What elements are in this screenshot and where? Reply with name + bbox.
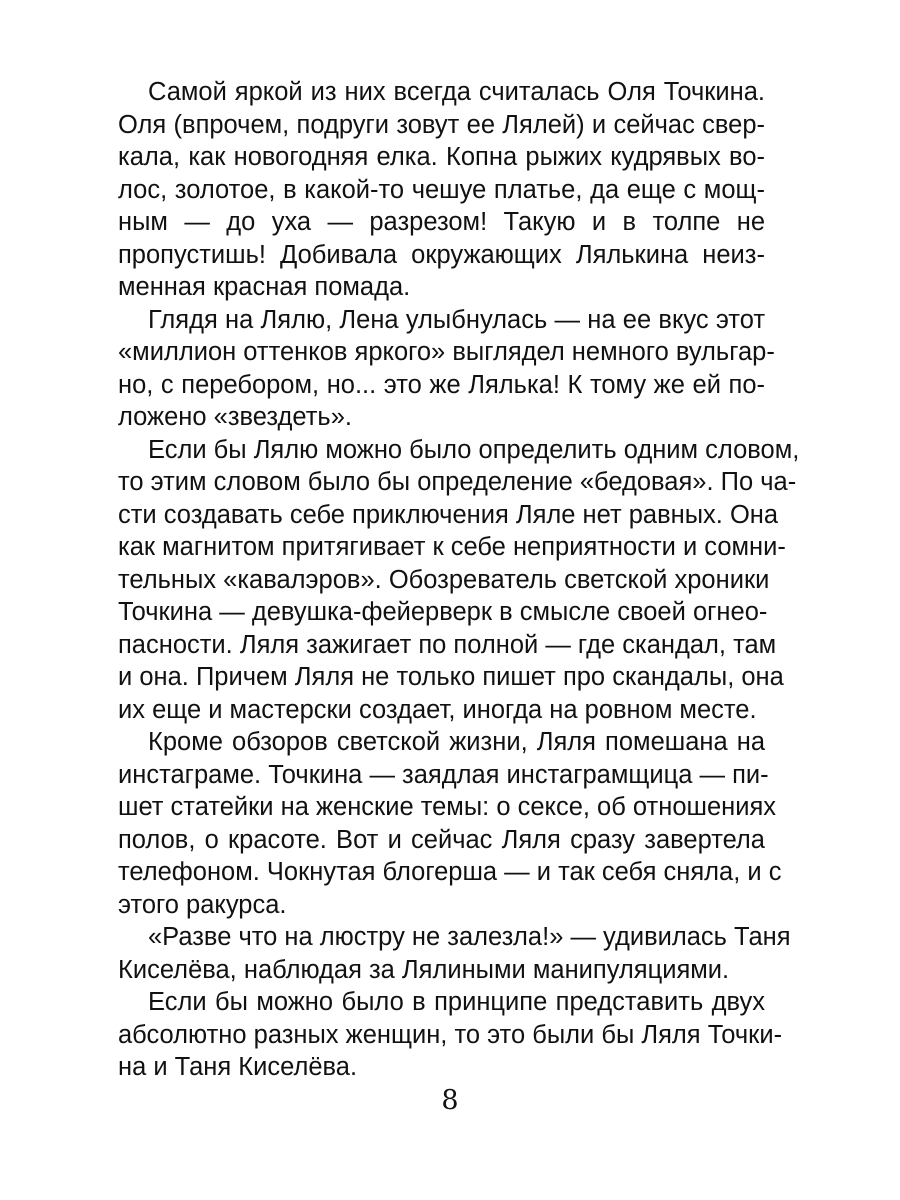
text-line: Кроме обзоров светской жизни, Ляля помешана на (148, 728, 765, 756)
paragraph-5 (118, 921, 791, 986)
paragraph-2 (118, 304, 775, 434)
text-line: «миллион оттенков яркого» выглядел немного вульгар- (118, 338, 775, 366)
body-text (118, 76, 800, 1084)
text-line: «Разве что на люстру не залезла!» — удивилась Таня (148, 923, 791, 951)
paragraph-3 (118, 434, 800, 727)
paragraph-4 (118, 726, 782, 921)
text-line: абсолютно разных женщин, то это были бы Ляля Точки- (118, 1020, 783, 1049)
text-line: их еще и мастерски создает, иногда на ровном месте. (118, 695, 757, 724)
text-line: как магнитом притягивает к себе неприятности и сомни- (118, 533, 786, 561)
text-line: ным — до уха — разрезом! Такую и в толпе не (118, 208, 765, 236)
text-line: Точкина — девушка-фейерверк в смысле своей огнео- (118, 598, 768, 626)
text-line: шет статейки на женские темы: о сексе, об отношениях (118, 793, 777, 821)
text-line: пасности. Ляля зажигает по полной — где скандал, там (118, 630, 777, 659)
text-line: Самой яркой из них всегда считалась Оля Точкина. (148, 78, 765, 106)
text-line: Глядя на Лялю, Лена улыбнулась — на ее вкус этот (148, 305, 765, 334)
text-line: Если бы можно было в принципе представить двух (148, 988, 765, 1016)
text-line: тельных «кавалэров». Обозреватель светской хроники (118, 565, 770, 594)
text-line: полов, о красоте. Вот и сейчас Ляля сразу завертела (118, 825, 765, 854)
text-line: инстаграме. Точкина — заядлая инстаграмщица — пи- (118, 760, 769, 789)
text-line: и она. Причем Ляля не только пишет про скандалы, она (118, 663, 784, 691)
text-line: лос, золотое, в какой-то чешуе платье, да еще с мощ- (118, 175, 765, 204)
paragraph-6 (118, 986, 783, 1084)
text-line: этого ракурса. (118, 890, 287, 919)
text-line: Оля (впрочем, подруги зовут ее Лялей) и сейчас свер- (118, 110, 765, 139)
text-line: Если бы Лялю можно было определить одним словом, (148, 435, 800, 464)
text-line: сти создавать себе приключения Ляле нет равных. Она (118, 500, 779, 529)
page-number: 8 (441, 1085, 459, 1116)
text-line: Киселёва, наблюдая за Лялиными манипуляциями. (118, 955, 730, 984)
paragraph-1 (118, 76, 765, 304)
text-line: на и Таня Киселёва. (118, 1053, 358, 1081)
text-line: но, с перебором, но... это же Лялька! К тому же ей по- (118, 370, 765, 399)
text-line: ложено «звездеть». (118, 403, 352, 431)
text-line: менная красная помада. (118, 273, 411, 301)
text-line: пропустишь! Добивала окружающих Лялькина неиз- (118, 240, 765, 269)
text-line: телефоном. Чокнутая блогерша — и так себя сняла, и с (118, 858, 782, 886)
text-line: то этим словом было бы определение «бедовая». По ча- (118, 468, 797, 496)
text-line: кала, как новогодняя елка. Копна рыжих кудрявых во- (118, 143, 765, 171)
